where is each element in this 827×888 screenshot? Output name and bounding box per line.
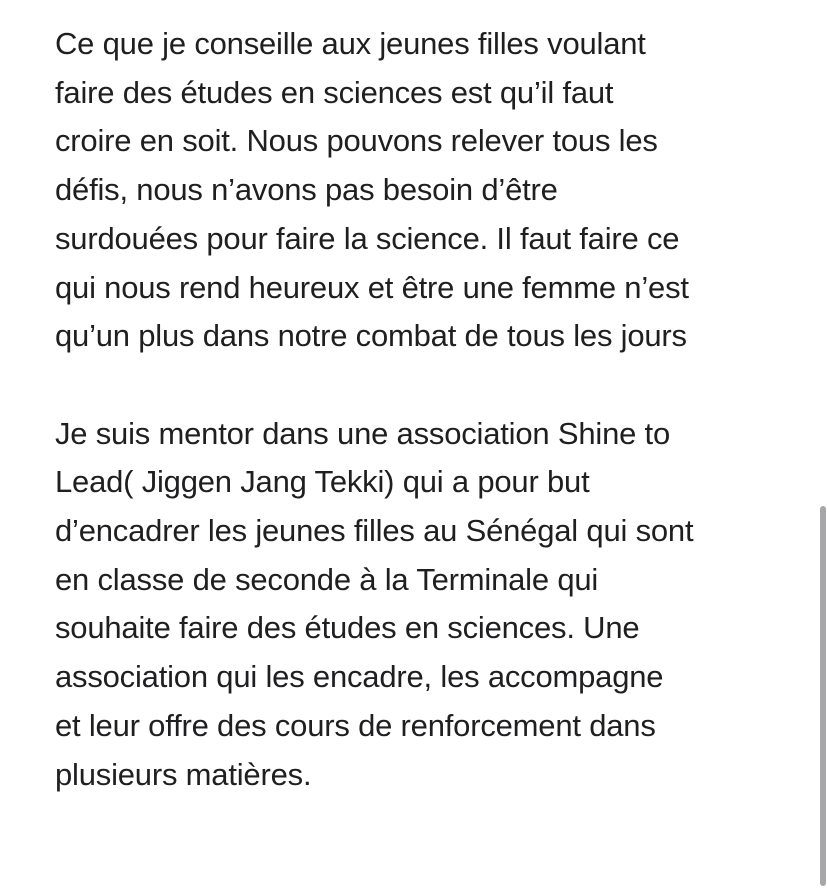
note-body[interactable] <box>55 20 785 799</box>
vertical-scrollbar[interactable] <box>819 506 827 886</box>
text-line: faire des études en sciences est qu’il faut <box>55 74 614 110</box>
text-line: d’encadrer les jeunes filles au Sénégal qui sont <box>55 513 694 549</box>
text-line: qui nous rend heureux et être une femme n’est <box>55 269 689 305</box>
text-line: surdouées pour faire la science. Il faut faire ce <box>55 220 680 256</box>
paragraph-mentor <box>55 410 785 800</box>
text-line: association qui les encadre, les accompagne <box>55 659 664 695</box>
text-line: et leur offre des cours de renforcement dans <box>55 707 656 743</box>
text-line: défis, nous n’avons pas besoin d’être <box>55 172 558 208</box>
paragraph-spacer <box>55 361 785 410</box>
text-line: souhaite faire des études en sciences. Une <box>55 610 640 646</box>
scroll-indicator[interactable] <box>820 506 826 886</box>
text-line: croire en soit. Nous pouvons relever tous les <box>55 123 658 159</box>
text-line: en classe de seconde à la Terminale qui <box>55 561 599 597</box>
text-line: qu’un plus dans notre combat de tous les jours <box>55 318 687 354</box>
text-line: Lead( Jiggen Jang Tekki) qui a pour but <box>55 464 590 500</box>
text-line: plusieurs matières. <box>55 756 312 792</box>
text-line: Je suis mentor dans une association Shine to <box>55 415 671 451</box>
text-line: Ce que je conseille aux jeunes filles voulant <box>55 26 646 61</box>
paragraph-advice <box>55 20 785 361</box>
